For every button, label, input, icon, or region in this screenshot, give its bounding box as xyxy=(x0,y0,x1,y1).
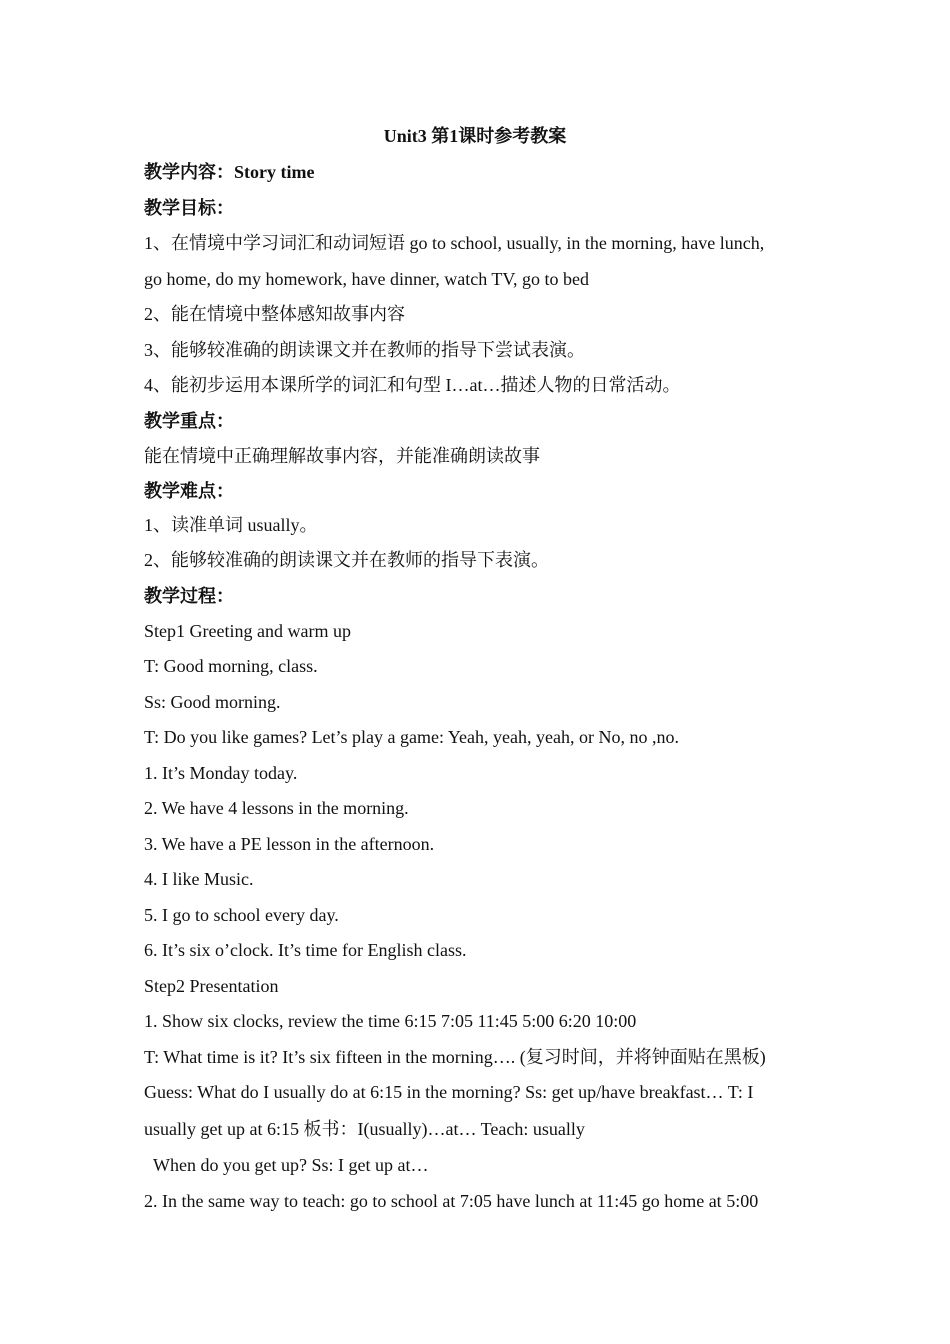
page-title: Unit3 第1课时参考教案 xyxy=(383,126,567,146)
step2-line: usually get up at 6:15 板书：I(usually)…at… Teach: usually xyxy=(144,1119,585,1139)
step1-line: Ss: Good morning. xyxy=(144,692,281,712)
content-label: 教学内容： xyxy=(144,162,234,182)
objective-1-line-1: 1、在情境中学习词汇和动词短语 go to school, usually, in the morning, have lunch, xyxy=(144,233,765,253)
step1-line: T: Do you like games? Let’s play a game: Yeah, yeah, yeah, or No, no ,no. xyxy=(144,727,679,747)
step2-line: 2. In the same way to teach: go to school at 7:05 have lunch at 11:45 go home at 5:00 xyxy=(144,1191,759,1211)
step1-line: T: Good morning, class. xyxy=(144,656,318,676)
step2-line: 1. Show six clocks, review the time 6:15 7:05 11:45 5:00 6:20 10:00 xyxy=(144,1011,637,1031)
step1-title: Step1 Greeting and warm up xyxy=(144,621,351,641)
step2-line: When do you get up? Ss: I get up at… xyxy=(153,1155,429,1175)
step1-line: 3. We have a PE lesson in the afternoon. xyxy=(144,834,435,854)
difficulty-2: 2、能够较准确的朗读课文并在教师的指导下表演。 xyxy=(144,550,549,570)
step1-line: 1. It’s Monday today. xyxy=(144,763,298,783)
objectives-heading: 教学目标： xyxy=(144,198,234,218)
key-points-text: 能在情境中正确理解故事内容，并能准确朗读故事 xyxy=(144,446,540,466)
content-row xyxy=(144,160,824,184)
step1-line: 5. I go to school every day. xyxy=(144,905,339,925)
process-heading: 教学过程： xyxy=(144,586,234,606)
objective-1-line-2: go home, do my homework, have dinner, watch TV, go to bed xyxy=(144,269,590,289)
objective-4: 4、能初步运用本课所学的词汇和句型 I…at…描述人物的日常活动。 xyxy=(144,375,681,395)
objective-2: 2、能在情境中整体感知故事内容 xyxy=(144,304,405,324)
objective-3: 3、能够较准确的朗读课文并在教师的指导下尝试表演。 xyxy=(144,340,585,360)
step1-line: 6. It’s six o’clock. It’s time for English class. xyxy=(144,940,467,960)
content-value: Story time xyxy=(234,162,315,182)
step2-line: Guess: What do I usually do at 6:15 in the morning? Ss: get up/have breakfast… T: I xyxy=(144,1082,754,1102)
step2-title: Step2 Presentation xyxy=(144,976,279,996)
difficulties-heading: 教学难点： xyxy=(144,481,234,501)
step1-line: 2. We have 4 lessons in the morning. xyxy=(144,798,409,818)
step1-line: 4. I like Music. xyxy=(144,869,254,889)
step2-line: T: What time is it? It’s six fifteen in the morning…. (复习时间，并将钟面贴在黑板) xyxy=(144,1047,766,1067)
key-points-heading: 教学重点： xyxy=(144,411,234,431)
difficulty-1: 1、读准单词 usually。 xyxy=(144,515,318,535)
